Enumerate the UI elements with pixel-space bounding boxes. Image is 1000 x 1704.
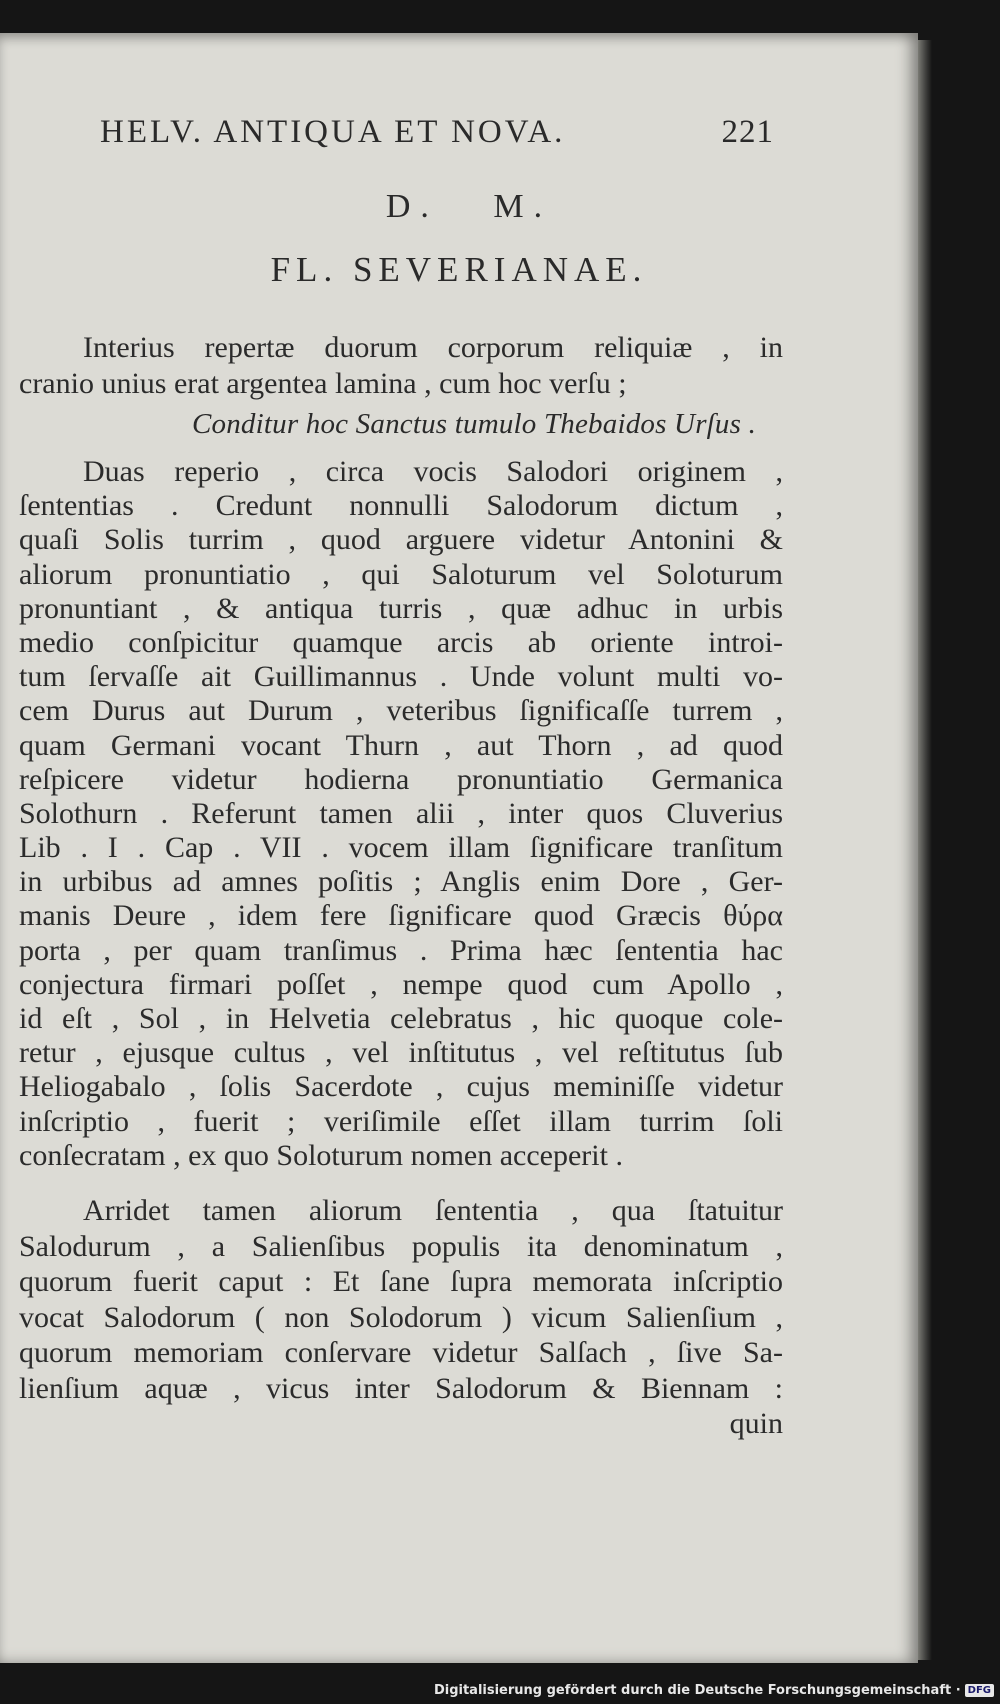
text-line: conjectura firmari poſſet , nempe quod cum Apollo , — [19, 967, 783, 1001]
text-line: cem Durus aut Durum , veteribus ſignificaſſe turrem , — [19, 694, 783, 728]
text-line: vocat Salodorum ( non Solodorum ) vicum Salienſium , — [19, 1300, 783, 1334]
text-line: in urbibus ad amnes poſitis ; Anglis enim Dore , Ger- — [19, 865, 783, 899]
catchword: quin — [729, 1407, 783, 1440]
text-line: Salodurum , a Salienſibus populis ita denominatum , — [19, 1229, 783, 1263]
text-line: Interius repertæ duorum corporum reliquiæ , in — [83, 331, 783, 364]
inscription-name: FL. SEVERIANAE. — [270, 250, 648, 289]
text-line: retur , ejusque cultus , vel inſtitutus , vel reſtitutus ſub — [19, 1036, 783, 1070]
text-line: medio conſpicitur quamque arcis ab oriente introi- — [19, 625, 783, 659]
credit-text: Digitalisierung gefördert durch die Deutsche Forschungsgemeinschaft · — [433, 1683, 961, 1698]
text-line: Lib . I . Cap . VII . vocem illam ſignificare tranſitum — [19, 831, 783, 865]
text-line: tum ſervaſſe ait Guillimannus . Unde volunt multi vo- — [19, 660, 783, 694]
text-line: lienſium aquæ , vicus inter Salodorum & Biennam : — [19, 1371, 783, 1405]
paragraph-3 — [19, 1193, 783, 1442]
text-line: quorum fuerit caput : Et ſane ſupra memorata inſcriptio — [19, 1265, 783, 1298]
digitization-credit — [434, 1683, 994, 1698]
text-line: quam Germani vocant Thurn , aut Thorn , ad quod — [19, 728, 783, 762]
paragraph-2 — [19, 455, 783, 1173]
dfg-logo: DFG — [965, 1684, 994, 1697]
text-line: Arridet tamen aliorum ſententia , qua ſtatuitur — [83, 1194, 783, 1227]
text-line: pronuntiant , & antiqua turris , quæ adhuc in urbis — [19, 591, 783, 625]
running-header — [100, 114, 774, 158]
page-edge — [918, 40, 932, 1660]
page-number: 221 — [721, 114, 774, 150]
text-line: Solothurn . Referunt tamen alii , inter quos Cluverius — [19, 796, 783, 830]
text-line: id eſt , Sol , in Helvetia celebratus , hic quoque cole- — [19, 1002, 783, 1035]
text-line: reſpicere videtur hodierna pronuntiatio Germanica — [19, 762, 783, 796]
running-title: HELV. ANTIQUA ET NOVA. — [100, 114, 566, 150]
text-line: ſententias . Credunt nonnulli Salodorum dictum , — [19, 489, 783, 523]
text-line: aliorum pronuntiatio , qui Saloturum vel Soloturum — [19, 557, 783, 591]
text-line: porta , per quam tranſimus . Prima hæc ſententia hac — [19, 933, 783, 967]
text-line: manis Deure , idem fere ſignificare quod Græcis θύρα — [19, 899, 783, 933]
paragraph-1 — [19, 330, 783, 402]
text-line: quorum memoriam conſervare videtur Salſach , ſive Sa- — [19, 1336, 783, 1369]
text-line: Heliogabalo , ſolis Sacerdote , cujus meminiſſe videtur — [19, 1070, 783, 1104]
text-line: cranio unius erat argentea lamina , cum hoc verſu ; — [19, 367, 627, 400]
text-line: conſecratam , ex quo Soloturum nomen acceperit . — [19, 1138, 623, 1172]
inscription-dm: D. M. — [385, 188, 553, 225]
text-line: Duas reperio , circa vocis Salodori originem , — [83, 455, 783, 488]
text-line: quaſi Solis turrim , quod arguere videtur Antonini & — [19, 523, 783, 557]
text-line: inſcriptio , fuerit ; veriſimile eſſet illam turrim ſoli — [19, 1104, 783, 1138]
verse-line: Conditur hoc Sanctus tumulo Thebaidos Urſus . — [191, 408, 757, 440]
